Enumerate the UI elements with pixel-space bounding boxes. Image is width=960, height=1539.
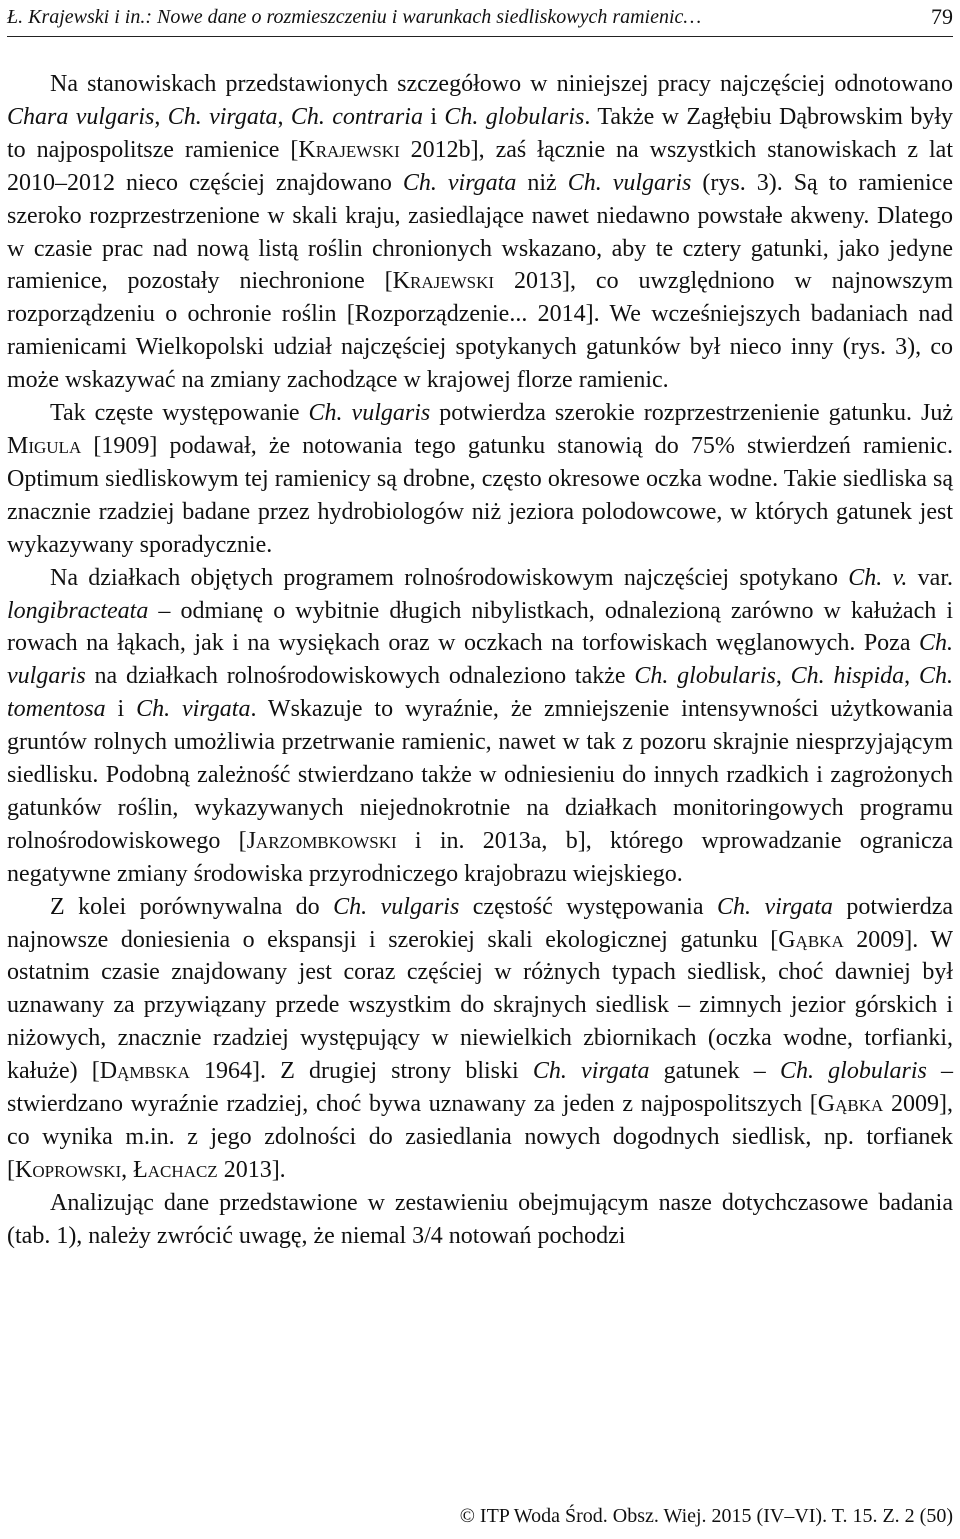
paragraph-1 — [7, 68, 953, 397]
species-name: Ch. vulgaris — [308, 400, 431, 427]
text-span: i — [105, 696, 137, 723]
text-span: Na stanowiskach przedstawionych szczegółowo w niniejszej pracy najczęściej odnotowano — [50, 71, 953, 97]
running-header — [7, 0, 953, 37]
text-span: – odmianę o wybitnie długich nibylistkach, odnalezioną zarówno w kałużach i rowach na łąkach, jak i na wysiękach oraz w oczkach na torfowiskach węglanowych. Poza — [7, 597, 953, 657]
species-name: Ch. vulgaris — [567, 169, 692, 196]
author-citation: Gąbka — [817, 1091, 884, 1118]
text-span: . Także w Zagłębiu Dąbrowskim były to najpospolitsze ramienice [ — [7, 103, 953, 163]
text-span: na działkach rolnośrodowiskowych odnaleziono także — [85, 663, 635, 690]
running-title: Ł. Krajewski i in.: Nowe dane o rozmieszczeniu i warunkach siedliskowych ramienic… — [7, 6, 702, 28]
text-span: , — [154, 103, 168, 130]
author-citation: Koprowski — [15, 1156, 122, 1183]
paragraph-2 — [7, 397, 953, 562]
species-name: Ch. virgata — [532, 1058, 650, 1085]
species-name: Ch. globularis — [444, 103, 585, 130]
species-name: Ch. virgata — [167, 103, 278, 130]
author-citation: Dąmbska — [99, 1058, 190, 1085]
text-span: Na działkach objętych programem rolnośrodowiskowym najczęściej spotykano — [50, 564, 849, 591]
text-span: i — [422, 103, 445, 130]
paragraph-4 — [7, 891, 953, 1187]
text-span: Analizując dane przedstawione w zestawieniu obejmującym nasze dotychczasowe badania (tab. 1), należy zwrócić uwagę, że niemal 3/4 notowań pochodzi — [7, 1189, 953, 1249]
species-name: Ch. v. — [848, 564, 908, 591]
paragraph-3 — [7, 562, 953, 891]
text-span: [1909] podawał, że notowania tego gatunku stanowią do 75% stwierdzeń ramienic. Optimum siedliskowym tej ramienicy są drobne, często okresowe oczka wodne. Takie siedliska są znacznie rzadziej badane przez hydrobiologów niż jeziora polodowcowe, w których gatunek jest wykazywany sporadycznie. — [7, 432, 953, 558]
text-span: niż — [516, 169, 568, 196]
species-name: Ch. virgata — [136, 696, 251, 723]
text-span: i in. 2013a, b], którego wprowadzanie ogranicza negatywne zmiany środowiska przyrodniczego krajobrazu wiejskiego. — [7, 827, 953, 887]
species-name: Ch. hispida — [790, 663, 905, 690]
text-span: , — [121, 1156, 134, 1183]
text-span: 2009]. W ostatnim czasie znajdowany jest coraz częściej w różnych typach siedlisk, choć dawniej był uznawany za przywiązany przede wszystkim do skrajnych siedlisk – zimnych jezior górskich i niżowych, znacznie rzadziej występujący w niewielkich zbiornikach (oczka wodne, torfianki, kałuże) [ — [7, 926, 953, 1085]
species-name: Ch. vulgaris — [333, 893, 460, 920]
text-span: potwierdza szerokie rozprzestrzenienie gatunku. Już — [430, 400, 953, 427]
species-name: Ch. tomentosa — [7, 663, 953, 723]
text-span: – stwierdzano wyraźnie rzadziej, choć bywa uznawany za jeden z najpospolitszych [ — [7, 1058, 954, 1118]
author-citation: Migula — [7, 432, 82, 459]
text-span: Z kolei porównywalna do — [50, 893, 334, 920]
author-citation: Krajewski — [298, 136, 400, 163]
author-citation: Jarzombkowski — [246, 827, 397, 854]
text-span: var. — [907, 564, 953, 591]
author-citation: Łachacz — [133, 1156, 218, 1183]
author-citation: Gąbka — [778, 926, 844, 953]
text-span: gatunek – — [649, 1058, 780, 1085]
text-span: . Wskazuje to wyraźnie, że zmniejszenie intensywności użytkowania gruntów rolnych umożliwia przetrwanie ramienic, nawet w tak z pozoru skrajnie niesprzyjającym siedlisku. Podobną zależność stwierdzano także w odniesieniu do innych rzadkich i zagrożonych gatunków roślin, wykazywanych niejednokrotnie na działkach monitoringowych programu rolnośrodowiskowego [ — [7, 696, 954, 854]
species-name: Ch. vulgaris — [7, 630, 953, 690]
species-name: Ch. virgata — [402, 169, 517, 196]
text-span: Tak częste występowanie — [50, 400, 309, 427]
text-span: 2012b], zaś łącznie na wszystkich stanowiskach z lat 2010–2012 nieco częściej znajdowano — [7, 136, 953, 196]
species-name: Ch. globularis — [779, 1058, 927, 1085]
journal-footer: © ITP Woda Środ. Obsz. Wiej. 2015 (IV–VI). T. 15. Z. 2 (50) — [459, 1505, 953, 1527]
text-span: , — [775, 663, 791, 690]
text-span: potwierdza najnowsze doniesienia o ekspansji i szerokiej skali ekologicznej gatunku [ — [7, 893, 953, 953]
text-span: 2013], co uwzględniono w najnowszym rozporządzeniu o ochronie roślin [Rozporządzenie... 2014]. We wcześniejszych badaniach nad ramienicami Wielkopolski udział najczęściej spotykanych gatunków był nieco inny (rys. 3), co może wskazywać na zmiany zachodzące w krajowej florze ramienic. — [7, 268, 953, 394]
text-span: (rys. 3). Są to ramienice szeroko rozprzestrzenione w skali kraju, zasiedlające nawet niedawno powstałe akweny. Dlatego w czasie prac nad nową listą roślin chronionych wskazano, aby te cztery gatunki, jako jedyne ramienice, pozostały niechronione [ — [7, 169, 953, 295]
article-body — [7, 68, 953, 1253]
journal-page — [7, 0, 953, 1539]
species-name: Ch. virgata — [716, 893, 833, 920]
text-span: 1964]. Z drugiej strony bliski — [189, 1058, 533, 1085]
paragraph-5 — [7, 1187, 953, 1253]
text-span: 2009], co wynika m.in. z jego zdolności do zasiedlania nowych dogodnych siedlisk, np. torfianek [ — [7, 1091, 954, 1183]
species-name: Chara vulgaris — [7, 103, 155, 130]
text-span: częstość występowania — [459, 893, 717, 920]
text-span: , — [277, 103, 291, 130]
species-name: Ch. contraria — [290, 103, 423, 130]
text-span: 2013]. — [217, 1156, 286, 1183]
author-citation: Krajewski — [392, 268, 495, 295]
species-name: longibracteata — [7, 597, 149, 624]
text-span: , — [904, 663, 919, 690]
species-name: Ch. globularis — [634, 663, 776, 690]
page-number: 79 — [931, 4, 953, 29]
